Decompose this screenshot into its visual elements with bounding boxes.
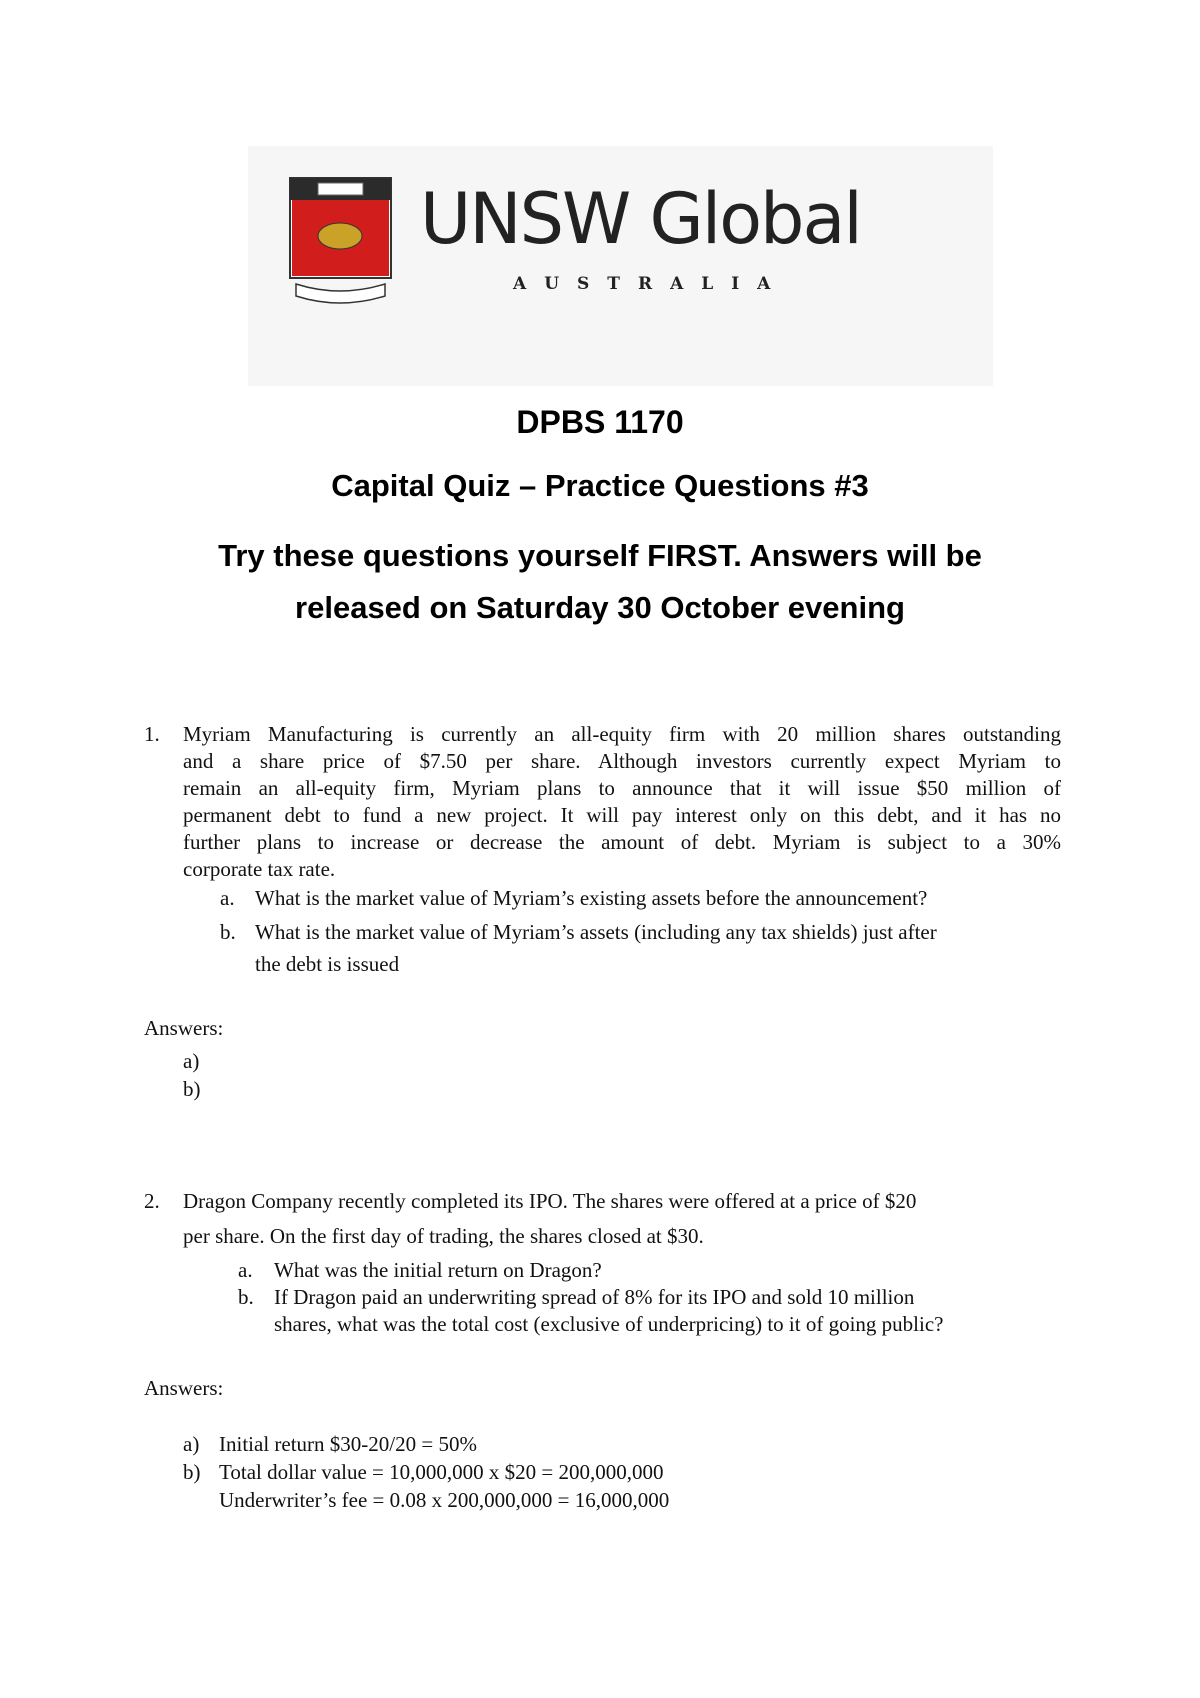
instructions	[0, 530, 1200, 634]
instruction-line-2: released on Saturday 30 October evening	[295, 590, 905, 625]
q2-a-text: What was the initial return on Dragon?	[274, 1258, 602, 1282]
q2-answer-b-text-line-2: Underwriter’s fee = 0.08 x 200,000,000 = 16,000,000	[219, 1488, 670, 1512]
q1-number: 1.	[144, 722, 160, 746]
course-code: DPBS 1170	[516, 404, 684, 440]
logo-subtitle: AUSTRALIA	[513, 274, 789, 294]
q2-answer-a-text: Initial return $30-20/20 = 50%	[219, 1432, 477, 1456]
q1-line-5: further plans to increase or decrease the amount of debt. Myriam is subject to a 30%	[183, 830, 1061, 854]
logo-title: UNSW Global	[420, 178, 861, 260]
q2-b-marker: b.	[238, 1285, 254, 1309]
q1-b-marker: b.	[220, 920, 236, 944]
unsw-global-logo	[248, 146, 993, 386]
q2-answer-b-marker: b)	[183, 1460, 201, 1484]
q1-b-text-line-1: What is the market value of Myriam’s assets (including any tax shields) just after	[255, 920, 937, 944]
q2-b-text-line-1: If Dragon paid an underwriting spread of 8% for its IPO and sold 10 million	[274, 1285, 915, 1309]
q1-a-marker: a.	[220, 886, 235, 910]
q2-answers-label: Answers:	[144, 1376, 224, 1400]
instruction-line-1: Try these questions yourself FIRST. Answers will be	[218, 538, 982, 573]
q2-answer-b-text-line-1: Total dollar value = 10,000,000 x $20 = 200,000,000	[219, 1460, 664, 1484]
q2-number: 2.	[144, 1189, 160, 1213]
q1-answer-b: b)	[183, 1077, 201, 1101]
q1-line-6: corporate tax rate.	[183, 857, 336, 881]
q2-b-text-line-2: shares, what was the total cost (exclusive of underpricing) to it of going public?	[274, 1312, 944, 1336]
q1-answers-label: Answers:	[144, 1016, 224, 1040]
unsw-crest-icon	[288, 176, 393, 306]
q2-answer-a-marker: a)	[183, 1432, 200, 1456]
q1-line-4: permanent debt to fund a new project. It will pay interest only on this debt, and it has no	[183, 803, 1061, 827]
q2-line-2: per share. On the first day of trading, the shares closed at $30.	[183, 1224, 704, 1248]
q1-line-1: Myriam Manufacturing is currently an all-equity firm with 20 million shares outstanding	[183, 722, 1061, 746]
q1-b-text-line-2: the debt is issued	[255, 952, 400, 976]
q2-line-1: Dragon Company recently completed its IPO. The shares were offered at a price of $20	[183, 1189, 917, 1213]
q2-a-marker: a.	[238, 1258, 253, 1282]
quiz-title: Capital Quiz – Practice Questions #3	[331, 468, 869, 503]
q1-line-2: and a share price of $7.50 per share. Although investors currently expect Myriam to	[183, 749, 1061, 773]
q1-a-text: What is the market value of Myriam’s existing assets before the announcement?	[255, 886, 928, 910]
q1-answer-a: a)	[183, 1049, 200, 1073]
q1-line-3: remain an all-equity firm, Myriam plans to announce that it will issue $50 million of	[183, 776, 1061, 800]
